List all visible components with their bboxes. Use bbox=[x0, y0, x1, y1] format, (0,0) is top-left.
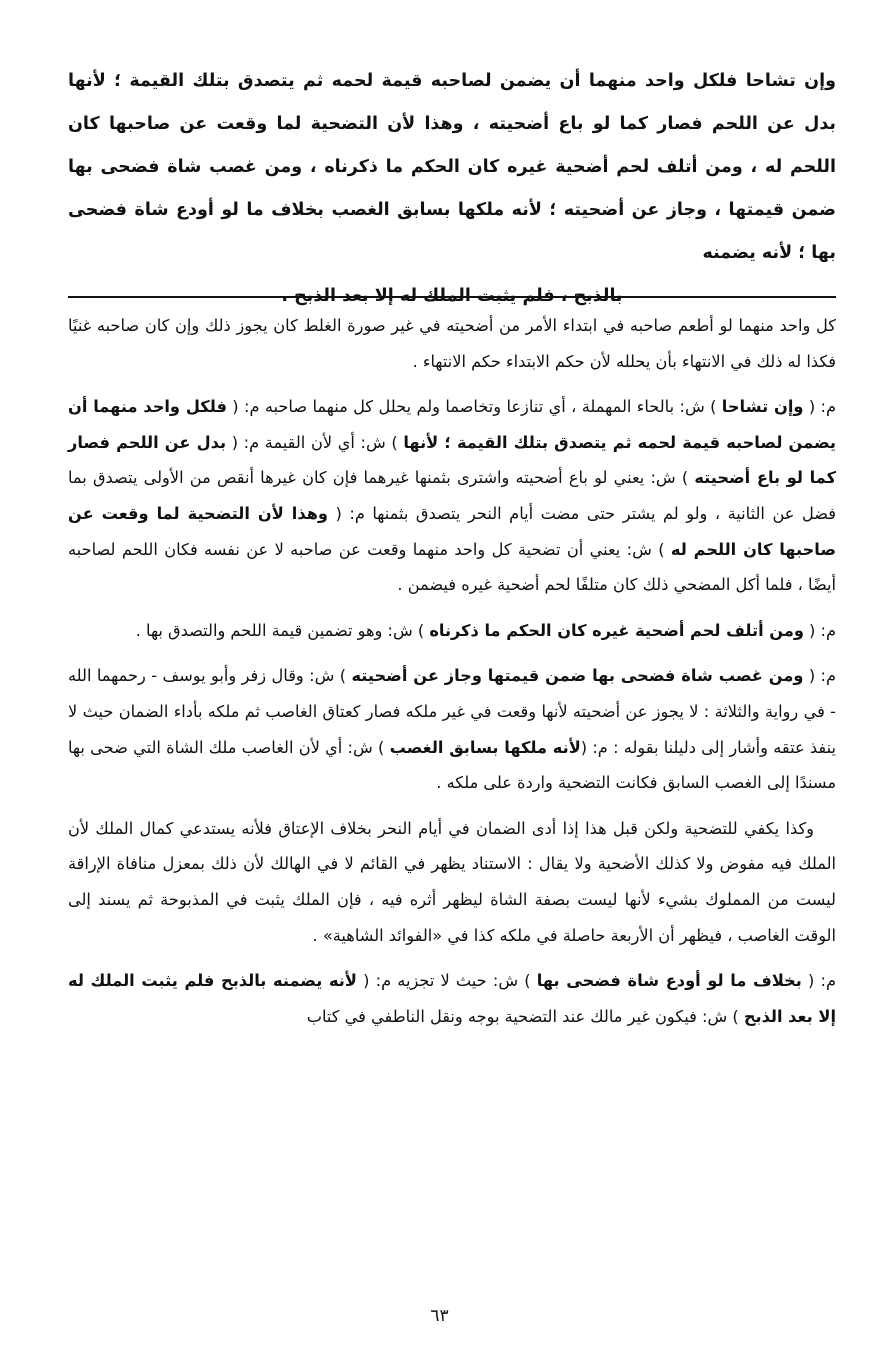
commentary-paragraph-3: م: ( ومن أتلف لحم أضحية غيره كان الحكم ما ذكرناه ) ش: وهو تضمين قيمة اللحم والتصدق بها . bbox=[135, 620, 836, 640]
commentary-paragraph-5: وكذا يكفي للتضحية ولكن قبل هذا إذا أدى الضمان في أيام النحر بخلاف الإعتاق فلأنه يستدعي كمال الملك لأن الملك فيه مفوض ولا كذلك الأضحية ولا يقال : الاستناد يظهر في القائم لا في الهالك لأن ذلك بمعزل منافاة الإراقة ليست من المملوك بشيء لأنها ليست بصفة الشاة ليظهر أثره فيه ، فإن الملك يثبت في المذبوحة ثم يسند إلى الوقت الغاصب ، فيظهر أن الأربعة حاصلة في ملكه كذا في «الفوائد الشاهية» . bbox=[68, 818, 836, 945]
quoted-matn: ومن غصب شاة فضحى بها ضمن قيمتها وجاز عن أضحيته bbox=[351, 666, 804, 686]
main-text-last-line: بالذبح ، فلم يثبت الملك له إلا بعد الذبح . bbox=[281, 286, 623, 306]
quoted-matn: فلكل واحد منهما أن يضمن لصاحبه قيمة لحمه ثم يتصدق بتلك القيمة ؛ لأنها bbox=[68, 397, 836, 452]
commentary-paragraph-2: م: ( وإن تشاحا ) ش: بالحاء المهملة ، أي تنازعا وتخاصما ولم يحلل كل منهما صاحبه م: ( فلكل واحد منهما أن يضمن لصاحبه قيمة لحمه ثم يتصدق بتلك القيمة ؛ لأنها ) ش: أي لأن القيمة م: ( بدل عن اللحم فصار كما لو باع أضحيته ) ش: يعني لو باع أضحيته واشترى بثمنها غيرهما فإن كان غيرها أنقص من الأولى يتصدق بما فضل عن الثانية ، ولو لم يشتر حتى مضت أيام النحر يتصدق بثمنها م: ( وهذا لأن التضحية لما وقعت عن صاحبها كان اللحم له ) ش: يعني أن تضحية كل واحد منهما وقعت عن صاحبه لا عن نفسه فكان اللحم لصاحبه أيضًا ، فلما أكل المضحي ذلك كان متلفًا لحم أضحية غيره فيضمن . bbox=[68, 397, 837, 595]
quoted-matn: لأنه ملكها بسابق الغصب bbox=[389, 737, 581, 757]
commentary-paragraph-4: م: ( ومن غصب شاة فضحى بها ضمن قيمتها وجاز عن أضحيته ) ش: وقال زفر وأبو يوسف - رحمهما الله - في رواية والثلاثة : لا يجوز عن أضحيته لأنها وقعت في غير ملكه فصار كعتاق الغاصب ثم ملكه بأداء الضمان حيث لا ينفذ عتقه وأشار إلى دليلنا بقوله : م: (لأنه ملكها بسابق الغصب ) ش: أي لأن الغاصب ملك الشاة التي ضحى بها مسندًا إلى الغصب السابق فكانت التضحية واردة على ملكه . bbox=[68, 666, 837, 793]
quoted-matn: وإن تشاحا bbox=[721, 397, 804, 417]
main-text-block bbox=[68, 60, 836, 318]
commentary-paragraph-1: كل واحد منهما لو أطعم صاحبه في ابتداء الأمر من أضحيته في غير صورة الغلط كان يجوز ذلك وإن كان صاحبه غنيًا فكذا له ذلك في الانتهاء بأن يحلله لأن حكم الابتداء حكم الانتهاء . bbox=[68, 316, 836, 371]
quoted-matn: لأنه يضمنه بالذبح فلم يثبت الملك له إلا بعد الذبح bbox=[68, 971, 836, 1026]
footnote-divider bbox=[68, 296, 836, 298]
quoted-matn: ومن أتلف لحم أضحية غيره كان الحكم ما ذكرناه bbox=[429, 620, 804, 640]
commentary-paragraph-6: م: ( بخلاف ما لو أودع شاة فضحى بها ) ش: حيث لا تجزيه م: ( لأنه يضمنه بالذبح فلم يثبت الملك له إلا بعد الذبح ) ش: فيكون غير مالك عند التضحية بوجه ونقل الناطفي في كتاب bbox=[68, 971, 836, 1026]
commentary-block bbox=[68, 308, 836, 1044]
page-number: ٦٣ bbox=[430, 1306, 449, 1326]
quoted-matn: بدل عن اللحم فصار كما لو باع أضحيته bbox=[68, 432, 836, 488]
quoted-matn: بخلاف ما لو أودع شاة فضحى بها bbox=[536, 971, 802, 991]
quoted-matn: وهذا لأن التضحية لما وقعت عن صاحبها كان اللحم له bbox=[68, 503, 836, 559]
main-text-body: وإن تشاحا فلكل واحد منهما أن يضمن لصاحبه قيمة لحمه ثم يتصدق بتلك القيمة ؛ لأنها بدل عن اللحم فصار كما لو باع أضحيته ، وهذا لأن التضحية لما وقعت عن صاحبها كان اللحم له ، ومن أتلف لحم أضحية غيره كان الحكم ما ذكرناه ، ومن غصب شاة فضحى بها ضمن قيمتها ، وجاز عن أضحيته ؛ لأنه ملكها بسابق الغصب بخلاف ما لو أودع شاة فضحى بها ؛ لأنه يضمنه bbox=[68, 71, 836, 263]
